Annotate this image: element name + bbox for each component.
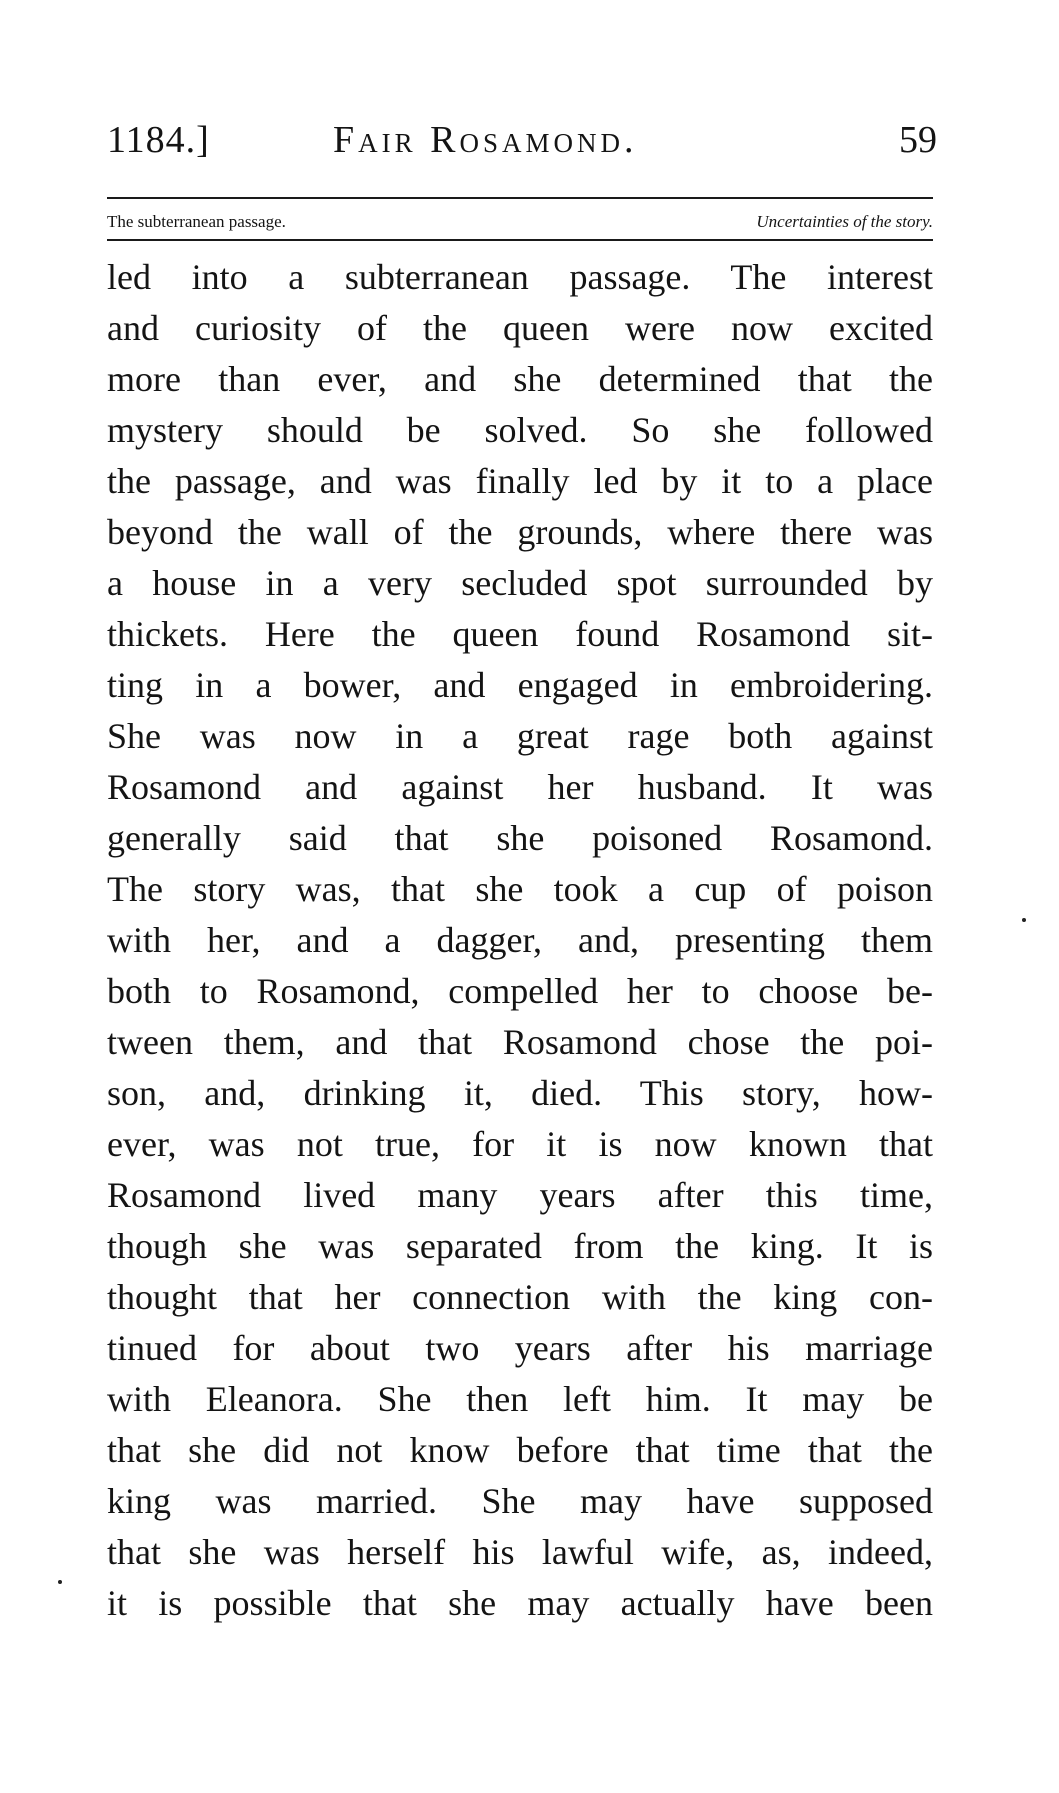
text-line: the passage, and was finally led by it to a place (107, 461, 933, 501)
text-line: Rosamond lived many years after this time, (107, 1175, 933, 1215)
text-line: that she was herself his lawful wife, as, indeed, (107, 1532, 933, 1572)
text-line: thought that her connection with the king con- (107, 1277, 933, 1317)
subheading-right: Uncertainties of the story. (756, 212, 933, 231)
running-header (107, 118, 937, 178)
text-line: a house in a very secluded spot surrounded by (107, 563, 933, 603)
text-line: it is possible that she may actually have been (107, 1583, 933, 1623)
body-text (107, 252, 933, 1629)
text-line: with Eleanora. She then left him. It may be (107, 1379, 933, 1419)
text-line: tween them, and that Rosamond chose the poi- (107, 1022, 933, 1062)
scan-speck (58, 1580, 62, 1584)
scan-speck (1022, 918, 1026, 922)
text-line: both to Rosamond, compelled her to choose be- (107, 971, 933, 1011)
text-line: tinued for about two years after his marriage (107, 1328, 933, 1368)
header-rule-top (107, 197, 933, 199)
text-line: generally said that she poisoned Rosamond. (107, 818, 933, 858)
subheading-bar (107, 212, 933, 236)
year-reference: 1184.] (107, 119, 210, 161)
header-rule-bottom (107, 239, 933, 241)
text-line: ting in a bower, and engaged in embroidering. (107, 665, 933, 705)
text-line: king was married. She may have supposed (107, 1481, 933, 1521)
text-line: more than ever, and she determined that the (107, 359, 933, 399)
text-line: son, and, drinking it, died. This story, how- (107, 1073, 933, 1113)
text-line: beyond the wall of the grounds, where there was (107, 512, 933, 552)
text-line: thickets. Here the queen found Rosamond sit- (107, 614, 933, 654)
text-line: mystery should be solved. So she followed (107, 410, 933, 450)
page-number: 59 (899, 119, 937, 161)
text-line: though she was separated from the king. It is (107, 1226, 933, 1266)
running-title: Fair Rosamond. (333, 119, 638, 161)
text-line: She was now in a great rage both against (107, 716, 933, 756)
subheading-left: The subterranean passage. (107, 212, 286, 231)
text-line: with her, and a dagger, and, presenting them (107, 920, 933, 960)
text-line: led into a subterranean passage. The interest (107, 257, 933, 297)
text-line: and curiosity of the queen were now excited (107, 308, 933, 348)
text-line: ever, was not true, for it is now known that (107, 1124, 933, 1164)
text-line: The story was, that she took a cup of poison (107, 869, 933, 909)
text-line: that she did not know before that time that the (107, 1430, 933, 1470)
text-line: Rosamond and against her husband. It was (107, 767, 933, 807)
